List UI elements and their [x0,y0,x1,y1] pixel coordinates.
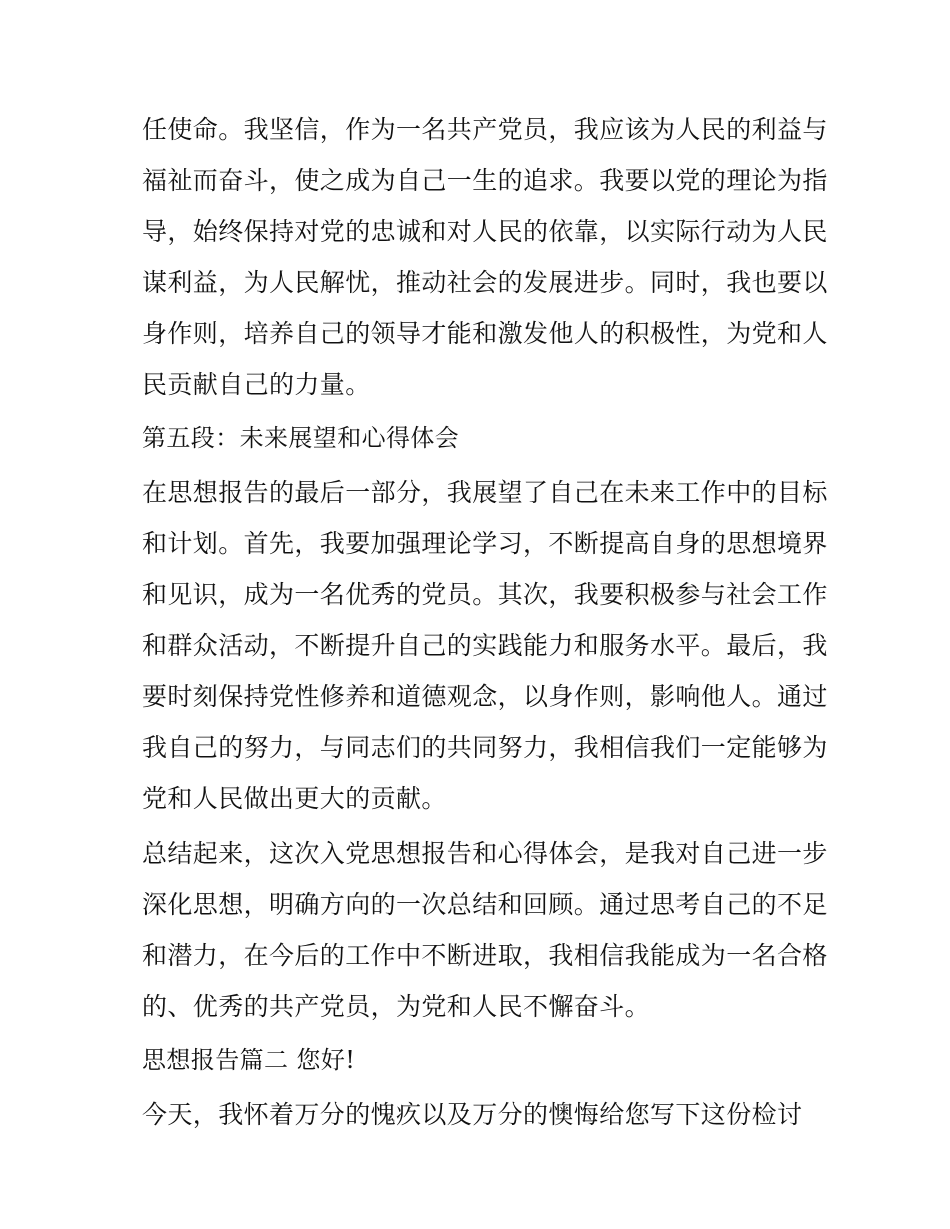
report-two-heading-text: 思想报告篇二 您好! [142,1046,356,1074]
section-heading-text: 第五段：未来展望和心得体会 [142,424,460,452]
text-line: 民贡献自己的力量。 [142,370,371,399]
text-line: 我自己的努力，与同志们的共同努力，我相信我们一定能够为 [142,733,828,762]
document-body [142,104,828,1140]
paragraph-summary [142,828,828,1032]
section-heading [142,414,822,463]
text-line: 和群众活动，不断提升自己的实践能力和服务水平。最后，我 [142,631,828,660]
text-line: 身作则，培养自己的领导才能和激发他人的积极性，为党和人 [142,319,828,348]
text-line: 要时刻保持党性修养和道德观念，以身作则，影响他人。通过 [142,682,828,711]
text-line: 和潜力，在今后的工作中不断进取，我相信我能成为一名合格 [142,941,828,970]
text-line: 的、优秀的共产党员，为党和人民不懈奋斗。 [142,992,651,1021]
text-line: 今天，我怀着万分的愧疚以及万分的懊悔给您写下这份检讨 [142,1100,803,1129]
text-line: 导，始终保持对党的忠诚和对人民的依靠，以实际行动为人民 [142,217,828,246]
paragraph-apology [142,1089,822,1140]
text-line: 党和人民做出更大的贡献。 [142,784,447,813]
report-two-heading [142,1036,822,1085]
text-line: 福祉而奋斗，使之成为自己一生的追求。我要以党的理论为指 [142,166,828,195]
paragraph-commitment [142,104,828,410]
text-line: 和见识，成为一名优秀的党员。其次，我要积极参与社会工作 [142,580,828,609]
text-line: 谋利益，为人民解忧，推动社会的发展进步。同时，我也要以 [142,268,828,297]
text-line: 深化思想，明确方向的一次总结和回顾。通过思考自己的不足 [142,890,828,919]
text-line: 任使命。我坚信，作为一名共产党员，我应该为人民的利益与 [142,115,828,144]
text-line: 和计划。首先，我要加强理论学习，不断提高自身的思想境界 [142,529,828,558]
text-line: 总结起来，这次入党思想报告和心得体会，是我对自己进一步 [142,839,828,868]
text-line: 在思想报告的最后一部分，我展望了自己在未来工作中的目标 [142,478,828,507]
paragraph-future-outlook [142,467,828,824]
